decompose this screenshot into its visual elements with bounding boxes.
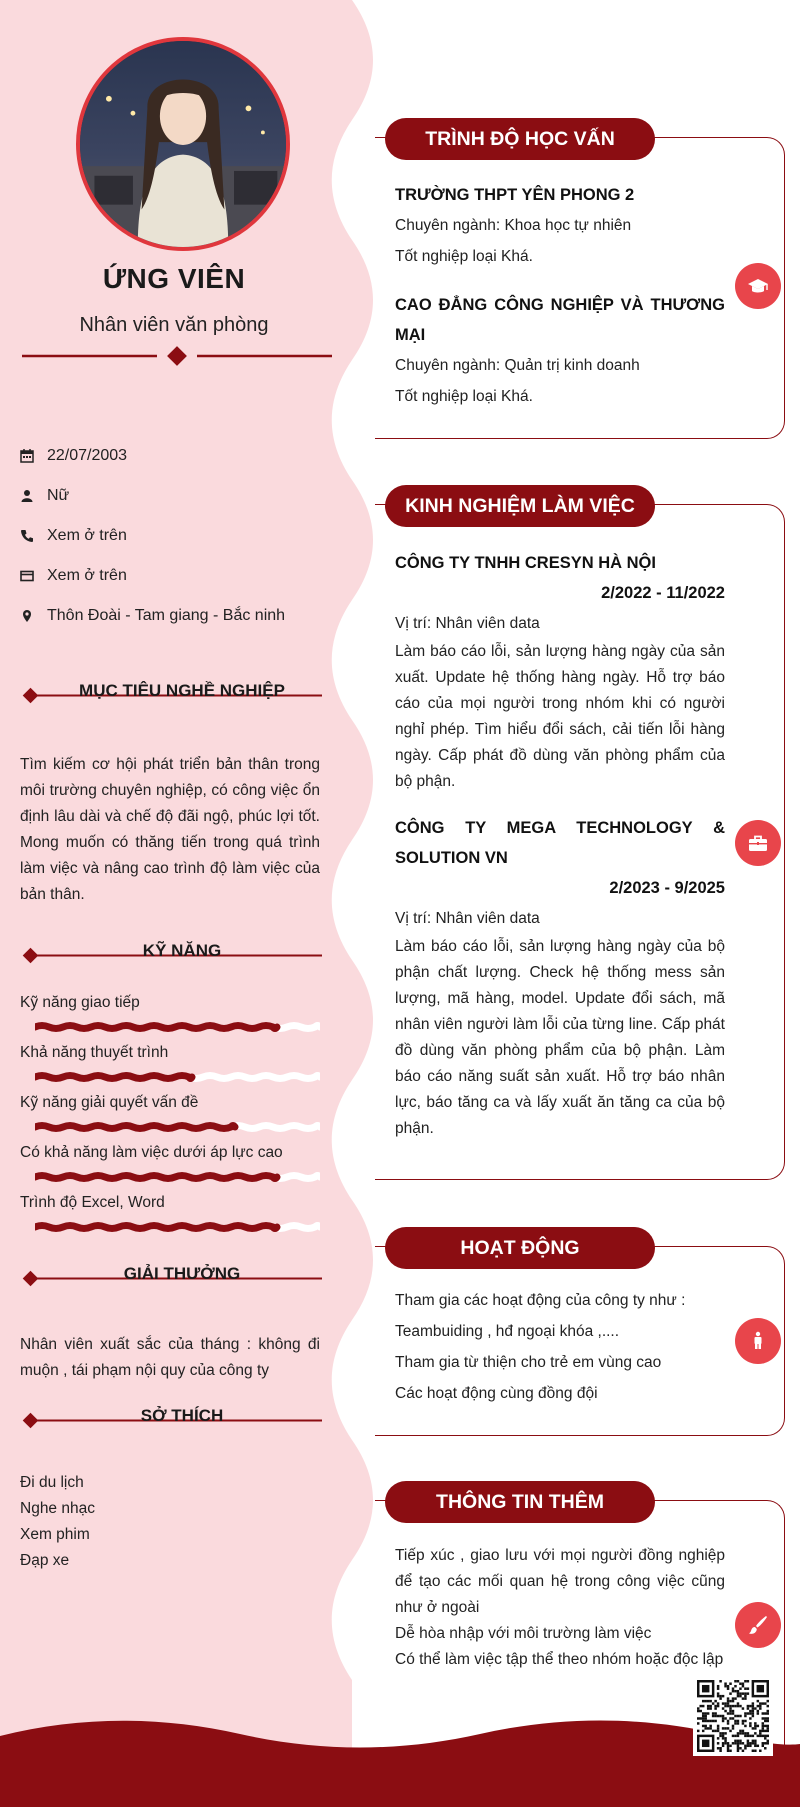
skill-item <box>20 1040 325 1090</box>
contact-birthday <box>20 436 340 476</box>
skill-item <box>20 990 325 1040</box>
name-divider <box>22 346 332 366</box>
additional-item: Tiếp xúc , giao lưu với mọi người đồng nghiệp để tạo các mối quan hệ trong công việc cũng như ở ngoài <box>395 1547 725 1616</box>
objective-text: Tìm kiếm cơ hội phát triển bản thân trong môi trường chuyên nghiệp, có công việc ổn định lâu dài và chế độ đãi ngộ, phúc lợi tốt. Mong muốn có thăng tiến trong quá trình làm việc và nâng cao trình độ làm việc của bản thân. <box>20 756 320 903</box>
education-title: TRÌNH ĐỘ HỌC VẤN <box>385 118 655 160</box>
skill-item <box>20 1140 325 1190</box>
hobbies-title: SỞ THÍCH <box>140 1406 224 1425</box>
education-content <box>395 180 725 412</box>
job-description: Làm báo cáo lỗi, sản lượng hàng ngày của bộ phận chất lượng. Check hệ thống mess sản lượng, mã hàng, model. Update đổi sách, mã nhân viên người làm lỗi của từng line. Cấp phát đồ dùng văn phòng phẩm của bộ phận. Làm báo cáo năng suất sản xuất. Hỗ trợ báo nhân lực, báo tăng ca và lấy xuất ăn tăng ca của bộ phận. <box>395 938 725 1137</box>
activities-content <box>395 1285 725 1409</box>
skills-list <box>20 990 325 1240</box>
job-period: 2/2023 - 9/2025 <box>609 879 725 897</box>
awards-title: GIẢI THƯỞNG <box>123 1264 241 1283</box>
hobby-item: Xem phim <box>20 1526 90 1543</box>
candidate-name: ỨNG VIÊN <box>102 263 246 294</box>
contact-birthday-value: 22/07/2003 <box>47 447 128 464</box>
portrait-photo <box>80 41 286 247</box>
hobby-item: Nghe nhạc <box>20 1500 95 1517</box>
activity-item: Các hoạt động cùng đồng đội <box>395 1385 598 1402</box>
hobbies-heading <box>20 1405 322 1431</box>
skill-bar <box>35 1021 320 1033</box>
activities-title: HOẠT ĐỘNG <box>385 1227 655 1269</box>
person-icon <box>20 489 47 503</box>
skill-name: Kỹ năng giải quyết vấn đề <box>20 1094 199 1111</box>
activity-item: Tham gia từ thiện cho trẻ em vùng cao <box>395 1354 662 1371</box>
contact-address <box>20 596 340 636</box>
skills-title: KỸ NĂNG <box>142 941 222 960</box>
skill-item <box>20 1090 325 1140</box>
school-name: TRƯỜNG THPT YÊN PHONG 2 <box>395 186 635 204</box>
school-major: Chuyên ngành: Khoa học tự nhiên <box>395 217 632 234</box>
email-icon <box>20 569 47 583</box>
objective-heading <box>20 680 322 706</box>
skill-name: Kỹ năng giao tiếp <box>20 994 140 1011</box>
company-name: CÔNG TY TNHH CRESYN HÀ NỘI <box>395 554 656 572</box>
skill-bar <box>35 1221 320 1233</box>
contact-gender-value: Nữ <box>47 487 70 504</box>
avatar <box>76 37 290 251</box>
briefcase-icon <box>735 820 781 866</box>
contact-email <box>20 556 340 596</box>
calendar-icon <box>20 449 47 463</box>
skill-name: Có khả năng làm việc dưới áp lực cao <box>20 1144 283 1161</box>
school-name: CAO ĐẲNG CÔNG NGHIỆP VÀ THƯƠNG MẠI <box>395 296 725 344</box>
objective-title: MỤC TIÊU NGHỀ NGHIỆP <box>79 681 285 700</box>
company-name: CÔNG TY MEGA TECHNOLOGY & SOLUTION VN <box>395 819 725 867</box>
skill-bar <box>35 1071 320 1083</box>
contact-address-value: Thôn Đoài - Tam giang - Bắc ninh <box>47 607 286 624</box>
contact-phone-value: Xem ở trên <box>47 527 127 544</box>
skills-heading <box>20 940 322 966</box>
candidate-role: Nhân viên văn phòng <box>79 314 269 336</box>
paintbrush-icon <box>735 1602 781 1648</box>
hobby-item: Đạp xe <box>20 1552 70 1569</box>
person-standing-icon <box>735 1318 781 1364</box>
skill-bar-fill <box>35 1226 277 1229</box>
contact-email-value: Xem ở trên <box>47 567 127 584</box>
graduation-cap-icon <box>735 263 781 309</box>
additional-content <box>395 1543 725 1673</box>
experience-content <box>395 548 725 1142</box>
awards-text: Nhân viên xuất sắc của tháng : không đi muộn , tái phạm nội quy của công ty <box>20 1336 320 1379</box>
phone-icon <box>20 529 47 543</box>
school-grade: Tốt nghiệp loại Khá. <box>395 248 533 265</box>
additional-title: THÔNG TIN THÊM <box>385 1481 655 1523</box>
skill-item <box>20 1190 325 1240</box>
skill-bar <box>35 1171 320 1183</box>
school-grade: Tốt nghiệp loại Khá. <box>395 388 533 405</box>
contact-list <box>20 436 340 636</box>
additional-item: Có thể làm việc tập thể theo nhóm hoặc độc lập <box>395 1651 724 1668</box>
footer-wave <box>0 1716 800 1807</box>
hobbies-list <box>20 1470 95 1574</box>
skill-bar-fill <box>35 1176 277 1179</box>
activity-item: Tham gia các hoạt động của công ty như : Teambuiding , hđ ngoại khóa ,.... <box>395 1292 686 1340</box>
qr-code[interactable] <box>693 1676 773 1756</box>
awards-heading <box>20 1263 322 1289</box>
additional-item: Dễ hòa nhập với môi trường làm việc <box>395 1625 652 1642</box>
skill-bar-fill <box>35 1076 192 1079</box>
school-major: Chuyên ngành: Quản trị kinh doanh <box>395 357 640 374</box>
skill-name: Trình độ Excel, Word <box>20 1194 165 1211</box>
contact-phone <box>20 516 340 556</box>
job-period: 2/2022 - 11/2022 <box>601 584 725 602</box>
skill-bar-fill <box>35 1026 277 1029</box>
location-icon <box>20 609 47 623</box>
job-description: Làm báo cáo lỗi, sản lượng hàng ngày của sản xuất. Update hệ thống hàng ngày. Hỗ trợ báo cáo của mọi người trong nhóm khi có người nghỉ phép. Tìm hiểu đổi sách, cải tiến lỗi hàng ngày. Cấp phát đồ dùng văn phòng phẩm của bộ phận. <box>395 643 725 790</box>
job-position: Vị trí: Nhân viên data <box>395 910 540 927</box>
hobby-item: Đi du lịch <box>20 1474 84 1491</box>
skill-bar-fill <box>35 1126 235 1129</box>
skill-name: Khả năng thuyết trình <box>20 1044 169 1061</box>
skill-bar <box>35 1121 320 1133</box>
job-position: Vị trí: Nhân viên data <box>395 615 540 632</box>
experience-title: KINH NGHIỆM LÀM VIỆC <box>385 485 655 527</box>
contact-gender <box>20 476 340 516</box>
qr-code-image <box>697 1680 769 1752</box>
